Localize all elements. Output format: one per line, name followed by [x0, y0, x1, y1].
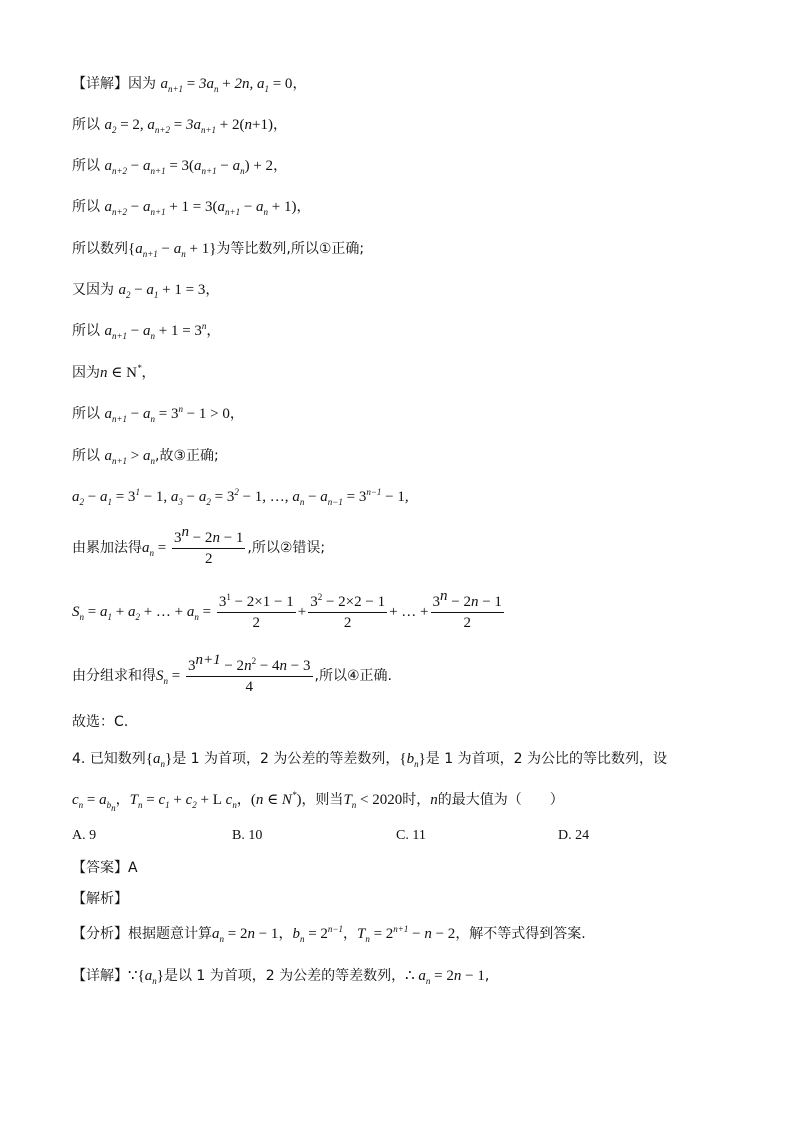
solution-line-3: 所以 $a_{n+2} - a_{n+1} = 3(a_{n+1} - a_n) + 2$，	[72, 158, 288, 176]
solution-line-14: 由分组求和得$S_n$ = $\frac{3^{n+1} - 2n^2 - 4n - 3}{4}$ ,所以④正确.	[72, 652, 392, 695]
solution-line-5: 所以数列$\{a_{n+1} - a_n + 1\}$为等比数列,所以①正确;	[72, 241, 365, 259]
analysis-tag: 【解析】	[72, 891, 128, 907]
solution-line-1: 【详解】因为 $a_{n+1} = 3a_n + 2n$, $a_1 = 0$，	[72, 76, 307, 94]
option-d[interactable]: D. 24	[558, 828, 590, 843]
solution-line-12: 由累加法得$a_n$ = $\frac{3^n - 2n - 1}{2}$ ,所以②错误;	[72, 524, 326, 567]
math-expression: n ∈ N*	[100, 363, 142, 381]
solution-line-2: 所以 $a_2 = 2$, $a_{n+2} = 3a_{n+1} + 2(n+1)$，	[72, 117, 287, 135]
math-expression: $a_{n+1} - a_n + 1 = 3^n$	[104, 321, 207, 341]
math-expression: $a_2 = 2$, $a_{n+2} = 3a_{n+1} + 2(n+1)$	[104, 117, 273, 135]
solution-line-13	[72, 588, 506, 633]
solution-line-4: 所以 $a_{n+2} - a_{n+1} + 1 = 3(a_{n+1} - a_n + 1)$，	[72, 199, 311, 217]
answer-choice-text: 故选：C.	[72, 714, 129, 730]
question-4-line-2: $c_n = a_{b_n}$，$T_n = c_1 + c_2 + L$ $c_n$，(n ∈ N*)，则当$T_n < 2020$时，n的最大值为（ ）	[72, 790, 564, 813]
question-number: 4.	[72, 751, 86, 767]
math-expression: $\{a_{n+1} - a_n + 1\}$	[128, 241, 217, 259]
detail-tag: 【详解】	[72, 76, 128, 92]
math-expression: $a_{n+2} - a_{n+1} = 3(a_{n+1} - a_n) + 2$	[104, 158, 274, 176]
math-expression: $a_{n+2} - a_{n+1} + 1 = 3(a_{n+1} - a_n + 1)$	[104, 199, 297, 217]
option-a[interactable]: A. 9	[72, 828, 97, 843]
fenxi-tag: 【分析】	[72, 926, 128, 942]
math-expression: $\because\{a_n\}$	[128, 968, 164, 986]
math-expression: $a_{n+1} - a_n = 3^n - 1 > 0$	[104, 404, 230, 424]
analysis-line	[72, 889, 128, 909]
solution-line-10: 所以 $a_{n+1} > a_n$,故③正确;	[72, 448, 219, 466]
question-4-line-1: 4. 已知数列$\{a_n\}$是 1 为首项，2 为公差的等差数列，$\{b_n\}$是 1 为首项，2 为公比的等比数列，设	[72, 751, 667, 769]
xiangjie-line: 【详解】$\because\{a_n\}$是以 1 为首项，2 为公差的等差数列，∴ $a_n = 2n - 1$,	[72, 968, 490, 986]
math-expression: $a_n = 2n - 1$	[212, 926, 279, 944]
detail-tag: 【详解】	[72, 968, 128, 984]
solution-line-8: 因为n ∈ N*，	[72, 363, 156, 381]
math-expression: $a_2 - a_1 = 3^1 - 1$, $a_3 - a_2 = 3^2 - 1$, …, $a_n - a_{n-1} = 3^{n-1} - 1$,	[72, 487, 409, 507]
solution-line-15	[72, 712, 128, 732]
fenxi-line: 【分析】根据题意计算$a_n = 2n - 1$，$b_n = 2^{n-1}$，$T_n = 2^{n+1} - n - 2$，解不等式得到答案.	[72, 924, 586, 944]
option-c[interactable]: C. 11	[396, 828, 426, 843]
math-expression: $a_n$ = $\frac{3^n - 2n - 1}{2}$	[142, 524, 244, 567]
math-expression: $a_{n+1} = 3a_n + 2n$, $a_1 = 0$	[160, 76, 293, 94]
math-expression: $a_{n+1} > a_n$	[104, 448, 155, 466]
answer-line	[72, 858, 138, 878]
math-expression: $a_2 - a_1 + 1 = 3$	[118, 282, 206, 300]
solution-line-11	[72, 487, 409, 507]
math-expression: $S_n$ = $\frac{3^{n+1} - 2n^2 - 4n - 3}{4}$	[156, 652, 311, 695]
math-expression: $S_n = a_1 + a_2$ + … + $a_n$ = $\frac{3^1 - 2\times 1 - 1}{2}$ + $\frac{3^2 - 2\times 2 - 1}{2}$ + … + $\frac{3^n - 2n - 1}{2}$	[72, 588, 502, 631]
math-expression: $c_n = a_{b_n}$	[72, 792, 116, 813]
solution-line-6: 又因为 $a_2 - a_1 + 1 = 3$，	[72, 282, 220, 300]
option-b[interactable]: B. 10	[232, 828, 263, 843]
solution-line-7: 所以 $a_{n+1} - a_n + 1 = 3^n$，	[72, 321, 221, 341]
solution-line-9: 所以 $a_{n+1} - a_n = 3^n - 1 > 0$，	[72, 404, 244, 424]
answer-value: A	[128, 860, 138, 876]
answer-tag: 【答案】	[72, 860, 128, 876]
